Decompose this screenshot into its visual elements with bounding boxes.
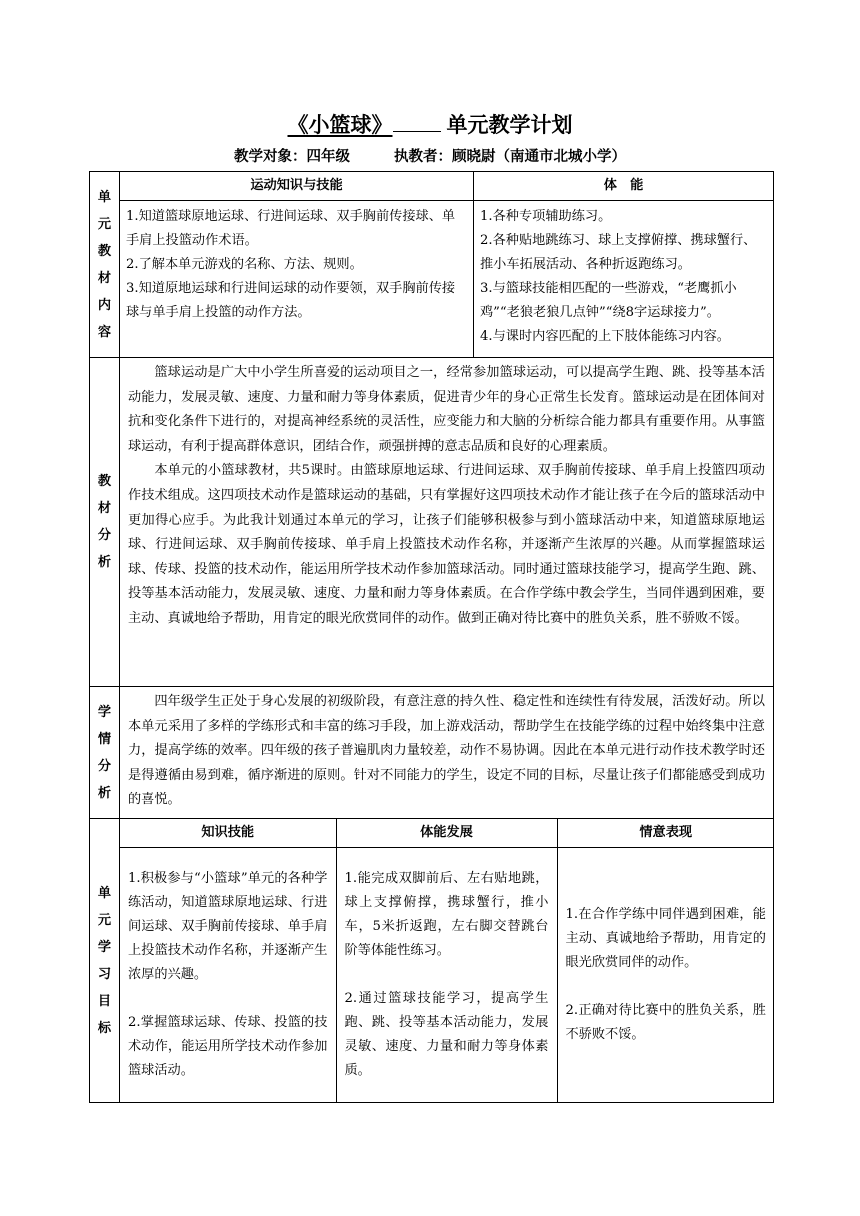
goal-header-attitude: 情意表现 (557, 819, 774, 848)
title-plan-name: 单元教学计划 (446, 113, 573, 137)
teacher-name: 执教者：顾晓尉（南通市北城小学） (394, 149, 626, 165)
analysis-paragraph: 本单元的小篮球教材，共5课时。由篮球原地运球、行进间运球、双手胸前传接球、单手肩上投篮四项动作技术组成。这四项技术动作是篮球运动的基础，只有掌握好这四项技术动作才能让孩子在今后的篮球活动中更加得心应手。为此我计划通过本单元的学习，让孩子们能够积极参与到小篮球活动中来，知道篮球原地运球、行进间运球、双手胸前传接球、单手肩上投篮技术动作名称，并逐渐产生浓厚的兴趣。从而掌握篮球运球、传球、投篮的技术动作，能运用所学技术动作参加篮球活动。同时通过篮球技能学习，提高学生跑、跳、投等基本活动能力，发展灵敏、速度、力量和耐力等身体素质。在合作学练中教会学生，当同伴遇到困难，要主动、真诚地给予帮助，用肯定的眼光欣赏同伴的动作。做到正确对待比赛中的胜负关系，胜不骄败不馁。 (128, 463, 765, 626)
list-item: 3.知道原地运球和行进间运球的动作要领，双手胸前传接球与单手肩上投篮的动作方法。 (126, 281, 456, 320)
goal-fitness-cell (336, 848, 557, 1103)
section-label-student-analysis: 学 情 分 析 (90, 687, 120, 819)
goal-item: 1.在合作学练中同伴遇到困难，能主动、真诚地给予帮助，用肯定的眼光欣赏同伴的动作。 (565, 907, 766, 970)
list-item: 4.与课时内容匹配的上下肢体能练习内容。 (480, 329, 730, 344)
section-label-material-analysis: 教 材 分 析 (90, 358, 120, 687)
knowledge-skills-list (120, 201, 474, 358)
list-item: 1.知道篮球原地运球、行进间运球、双手胸前传接球、单手肩上投篮动作术语。 (126, 209, 456, 248)
goal-header-fitness: 体能发展 (336, 819, 557, 848)
document-title (0, 112, 860, 138)
goal-item: 1.积极参与“小篮球”单元的各种学练活动，知道篮球原地运球、行进间运球、双手胸前传接球、单手肩上投篮技术动作名称，并逐渐产生浓厚的兴趣。 (128, 871, 328, 982)
plan-table (89, 171, 774, 1103)
teaching-object: 教学对象：四年级 (234, 149, 350, 165)
goal-item: 1.能完成双脚前后、左右贴地跳，球上支撑俯撑，携球蟹行，推小车，5米折返跑，左右脚交替跳台阶等体能性练习。 (344, 871, 549, 958)
list-item: 2.了解本单元游戏的名称、方法、规则。 (126, 257, 363, 272)
material-analysis-text (120, 358, 774, 687)
goal-item: 2.通过篮球技能学习，提高学生跑、跳、投等基本活动能力，发展灵敏、速度、力量和耐力等身体素质。 (344, 991, 549, 1078)
goal-attitude-cell (557, 848, 774, 1103)
title-underline-gap (393, 130, 441, 132)
section-label-learning-goals: 单 元 学 习 目 标 (90, 819, 120, 1103)
document-subtitle (0, 148, 860, 166)
physical-fitness-list (474, 201, 774, 358)
header-knowledge-skills: 运动知识与技能 (120, 172, 474, 201)
section-label-unit-content: 单 元 教 材 内 容 (90, 172, 120, 358)
analysis-paragraph: 篮球运动是广大中小学生所喜爱的运动项目之一，经常参加篮球运动，可以提高学生跑、跳、投等基本活动能力，发展灵敏、速度、力量和耐力等身体素质，促进青少年的身心正常生长发育。篮球运动是在团体间对抗和变化条件下进行的，对提高神经系统的灵活性，应变能力和大脑的分析综合能力都具有重要作用。从事篮球运动，有利于提高群体意识，团结合作，顽强拼搏的意志品质和良好的心理素质。 (128, 365, 765, 454)
goal-item: 2.掌握篮球运球、传球、投篮的技术动作，能运用所学技术动作参加篮球活动。 (128, 1015, 328, 1078)
analysis-paragraph: 四年级学生正处于身心发展的初级阶段，有意注意的持久性、稳定性和连续性有待发展，活泼好动。所以本单元采用了多样的学练形式和丰富的练习手段，加上游戏活动，帮助学生在技能学练的过程中始终集中注意力，提高学练的效率。四年级的孩子普遍肌肉力量较差，动作不易协调。因此在本单元进行动作技术教学时还是得遵循由易到难，循序渐进的原则。针对不同能力的学生，设定不同的目标，尽量让孩子们都能感受到成功的喜悦。 (128, 694, 765, 808)
header-physical-fitness: 体 能 (474, 172, 774, 201)
list-item: 3.与篮球技能相匹配的一些游戏，“老鹰抓小鸡”“老狼老狼几点钟”“绕8字运球接力”。 (480, 281, 737, 320)
student-analysis-text (120, 687, 774, 819)
goal-knowledge-cell (120, 848, 336, 1103)
list-item: 1.各种专项辅助练习。 (480, 209, 612, 224)
goal-item: 2.正确对待比赛中的胜负关系，胜不骄败不馁。 (565, 1003, 766, 1042)
goal-header-knowledge: 知识技能 (120, 819, 336, 848)
learning-goals-table (120, 819, 774, 1102)
title-course-name: 《小篮球》 (287, 113, 393, 137)
learning-goals-cell (120, 819, 774, 1103)
list-item: 2.各种贴地跳练习、球上支撑俯撑、携球蟹行、推小车拓展活动、各种折返跑练习。 (480, 233, 757, 272)
